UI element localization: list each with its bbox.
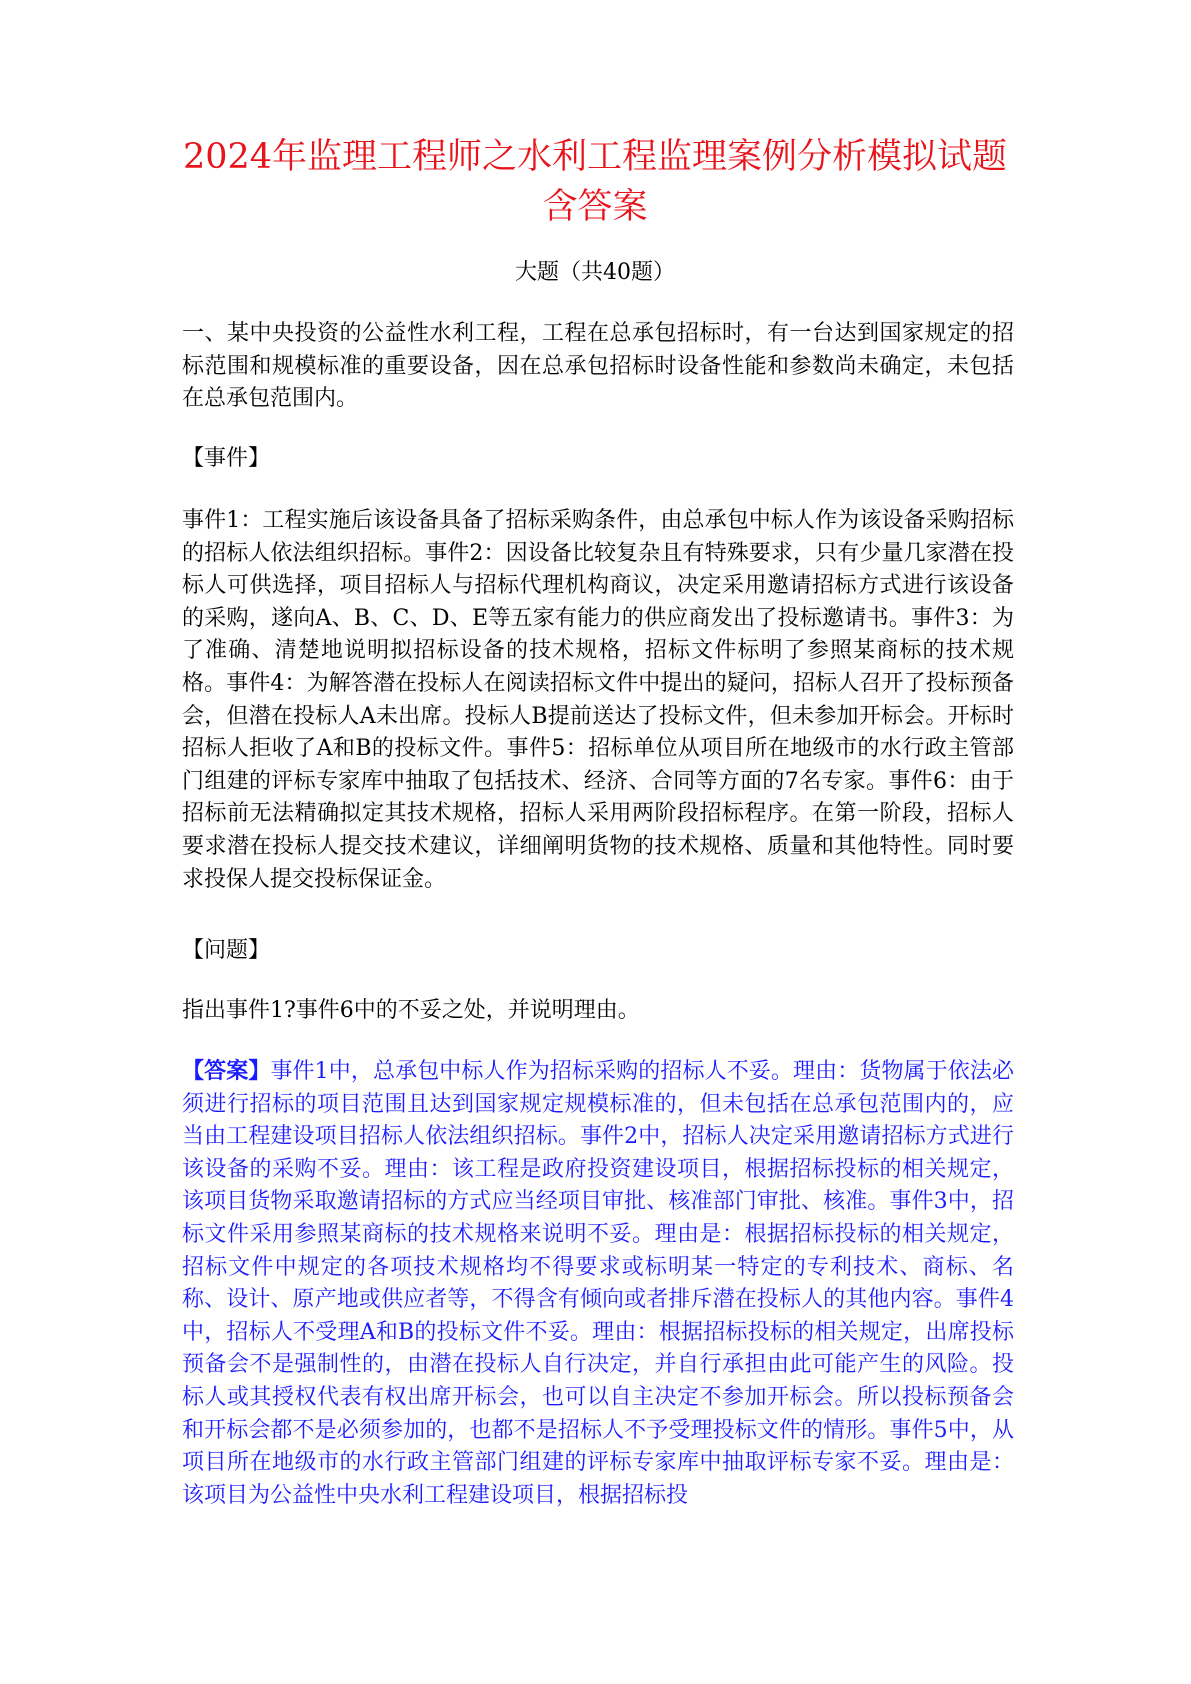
document-title: 2024年监理工程师之水利工程监理案例分析模拟试题含答案 [182, 137, 1008, 227]
events-text: 事件1：工程实施后该设备具备了招标采购条件，由总承包中标人作为该设备采购招标的招标人依法组织招标。事件2：因设备比较复杂且有特殊要求，只有少量几家潜在投标人可供选择，项目招标人与招标代理机构商议，决定采用邀请招标方式进行该设备的采购，遂向A、B、C、D、E等五家有能力的供应商发出了投标邀请书。事件3：为了准确、清楚地说明拟招标设备的技术规格，招标文件标明了参照某商标的技术规格。事件4：为解答潜在投标人在阅读招标文件中提出的疑问，招标人召开了投标预备会，但潜在投标人A未出席。投标人B提前送达了投标文件，但未参加开标会。开标时招标人拒收了A和B的投标文件。事件5：招标单位从项目所在地级市的水行政主管部门组建的评标专家库中抽取了包括技术、经济、合同等方面的7名专家。事件6：由于招标前无法精确拟定其技术规格，招标人采用两阶段招标程序。在第一阶段，招标人要求潜在投标人提交技术建议，详细阐明货物的技术规格、质量和其他特性。同时要求投保人提交投标保证金。 [182, 508, 1014, 892]
section-subtitle: 大题（共40题） [515, 260, 675, 285]
question-heading: 【问题】 [182, 938, 271, 963]
question-text: 指出事件1?事件6中的不妥之处，并说明理由。 [182, 998, 640, 1023]
answer-tag: 【答案】 [182, 1058, 271, 1084]
answer-text: 事件1中，总承包中标人作为招标采购的招标人不妥。理由：货物属于依法必须进行招标的项目范围且达到国家规定规模标准的，但未包括在总承包范围内的，应当由工程建设项目招标人依法组织招标。事件2中，招标人决定采用邀请招标方式进行该设备的采购不妥。理由：该工程是政府投资建设项目，根据招标投标的相关规定，该项目货物采取邀请招标的方式应当经项目审批、核准部门审批、核准。事件3中，招标文件采用参照某商标的技术规格来说明不妥。理由是：根据招标投标的相关规定，招标文件中规定的各项技术规格均不得要求或标明某一特定的专利技术、商标、名称、设计、原产地或供应者等，不得含有倾向或者排斥潜在投标人的其他内容。事件4中，招标人不受理A和B的投标文件不妥。理由：根据招标投标的相关规定，出席投标预备会不是强制性的，由潜在投标人自行决定，并自行承担由此可能产生的风险。投标人或其授权代表有权出席开标会，也可以自主决定不参加开标会。所以投标预备会和开标会都不是必须参加的，也都不是招标人不予受理投标文件的情形。事件5中，从项目所在地级市的水行政主管部门组建的评标专家库中抽取评标专家不妥。理由是：该项目为公益性中央水利工程建设项目，根据招标投 [182, 1059, 1014, 1508]
question-intro: 一、某中央投资的公益性水利工程，工程在总承包招标时，有一台达到国家规定的招标范围和规模标准的重要设备，因在总承包招标时设备性能和参数尚未确定，未包括在总承包范围内。 [182, 321, 1014, 412]
answer-paragraph [182, 1055, 1014, 1512]
events-heading: 【事件】 [182, 446, 271, 471]
